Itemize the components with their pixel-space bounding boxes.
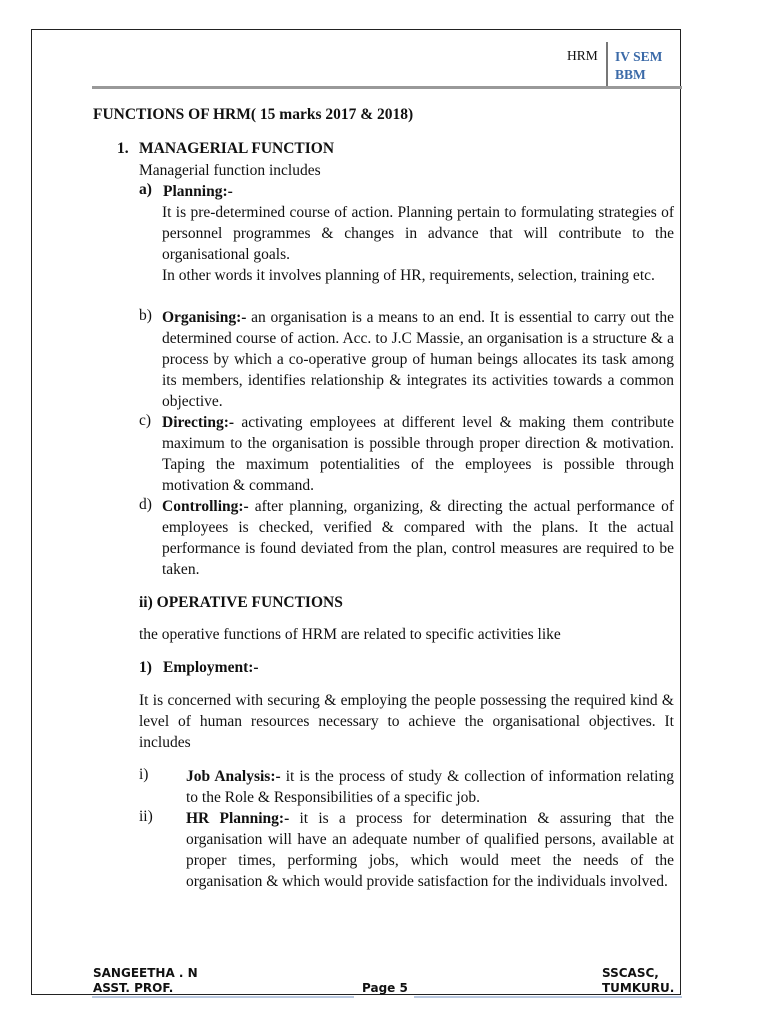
list-marker: c) [139, 412, 152, 429]
organising-label: Organising:- [162, 309, 247, 326]
employment-label: Employment:- [163, 659, 259, 676]
footer-rule-right [414, 996, 682, 998]
organising-paragraph [162, 307, 674, 412]
section-heading-managerial [117, 140, 334, 158]
list-marker: ii) [139, 808, 153, 825]
planning-label: Planning:- [163, 183, 233, 200]
page-number: Page 5 [362, 981, 408, 995]
organising-text: an organisation is a means to an end. It is essential to carry out the determined course of action. Acc. to J.C Massie, an organisation is a structure & a process by which a co-operative group of human beings allocates its task among its members, identifies relationship & integrates its activities towards a common objective. [162, 309, 674, 410]
list-marker: 1) [139, 659, 152, 676]
operative-intro: the operative functions of HRM are related to specific activities like [139, 626, 561, 643]
header-divider [606, 42, 608, 87]
controlling-paragraph [162, 496, 674, 580]
header-sem-line1: IV SEM [615, 49, 663, 64]
page-title: FUNCTIONS OF HRM( 15 marks 2017 & 2018) [93, 106, 414, 123]
section-number: 1. [117, 140, 129, 157]
job-analysis-paragraph [186, 766, 674, 808]
hr-planning-label: HR Planning:- [186, 810, 290, 827]
controlling-text: after planning, organizing, & directing the actual performance of employees is checked, verified & compared with the plans. It the actual performance is found deviated from the plan, control measures are required to be taken. [162, 498, 674, 578]
footer-college-city: TUMKURU. [602, 981, 675, 995]
header-subject: HRM [567, 48, 598, 63]
section-heading-text: MANAGERIAL FUNCTION [139, 140, 335, 157]
footer-author-title: ASST. PROF. [93, 981, 174, 995]
controlling-label: Controlling:- [162, 498, 249, 515]
directing-paragraph [162, 412, 674, 496]
list-marker: b) [139, 307, 152, 324]
employment-paragraph: It is concerned with securing & employing the people possessing the required kind & level of human resources necessary to achieve the organisational objectives. It includes [139, 692, 674, 751]
directing-label: Directing:- [162, 414, 235, 431]
list-marker: a) [139, 181, 152, 198]
footer-author [93, 966, 198, 996]
job-analysis-text: it is the process of study & collection of information relating to the Role & Responsibilities of a specific job. [186, 768, 674, 806]
header-rule [92, 86, 682, 89]
section-intro: Managerial function includes [139, 162, 321, 179]
header-sem-line2: BBM [615, 67, 646, 82]
footer-author-name: SANGEETHA . N [93, 966, 198, 980]
footer-college-name: SSCASC, [602, 966, 659, 980]
header-semester [615, 48, 662, 84]
directing-text: activating employees at different level & making them contribute maximum to the organisation is possible through proper direction & motivation. Taping the maximum potentialities of the employees is possible through motivation & command. [162, 414, 674, 494]
list-marker: i) [139, 766, 149, 783]
hr-planning-text: it is a process for determination & assuring that the organisation will have an adequate number of qualified persons, available at proper times, performing jobs, which would meet the needs of the organisation & which would provide satisfaction for the individuals involved. [186, 810, 675, 890]
list-marker: d) [139, 496, 152, 513]
job-analysis-label: Job Analysis:- [186, 768, 281, 785]
footer-college [602, 966, 674, 996]
footer-rule-left [92, 996, 354, 998]
hr-planning-paragraph [186, 808, 674, 892]
planning-paragraph-1: It is pre-determined course of action. Planning pertain to formulating strategies of personnel programmes & changes in advance that will contribute to the organisational goals. [162, 204, 674, 263]
section-heading-operative: ii) OPERATIVE FUNCTIONS [139, 594, 343, 611]
planning-paragraph-2: In other words it involves planning of HR, requirements, selection, training etc. [162, 267, 655, 284]
